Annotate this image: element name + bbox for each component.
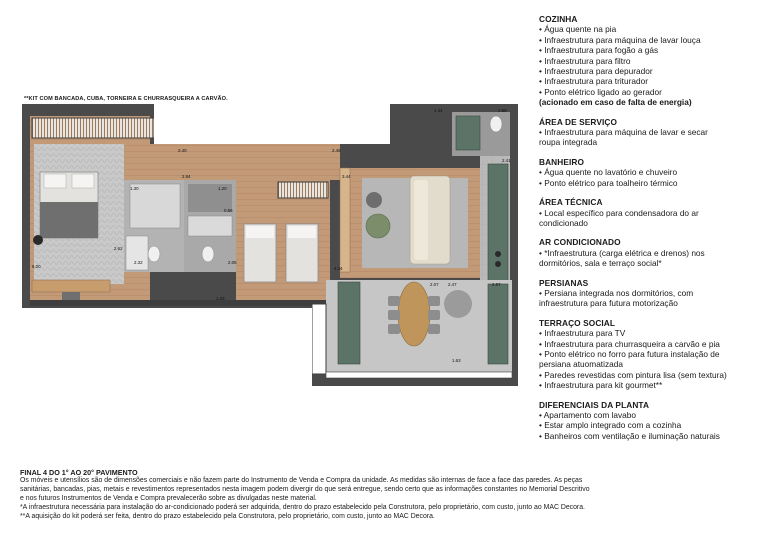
list-item: • Infraestrutura para filtro bbox=[539, 55, 631, 66]
dimension-label: 2.07 bbox=[430, 282, 439, 287]
spec-section bbox=[539, 318, 765, 391]
coffee-table bbox=[366, 214, 390, 238]
section-list bbox=[539, 248, 765, 269]
footer-line: *A infraestrutura necessária para instalação do ar-condicionado poderá ser adquirida, dentro do prazo estabelecido pela Construtora, pelo proprietário, com custo, junto ao MAC Decora. bbox=[20, 503, 585, 511]
void-top bbox=[154, 104, 390, 144]
dimension-label: 1.43 bbox=[216, 296, 225, 301]
spec-section bbox=[539, 197, 765, 228]
section-list bbox=[539, 24, 765, 107]
living-room bbox=[340, 168, 480, 278]
terrace bbox=[326, 280, 512, 374]
list-item: • Local específico para condensadora do ar bbox=[539, 207, 699, 218]
list-item: • Apartamento com lavabo bbox=[539, 410, 636, 420]
list-item: • Infraestrutura para churrasqueira a carvão e pia bbox=[539, 338, 720, 349]
dimension-label: 1.30 bbox=[130, 186, 139, 191]
terrace-counter bbox=[488, 284, 508, 364]
section-title: ÁREA DE SERVIÇO bbox=[539, 116, 618, 127]
dimension-label: 2.05 bbox=[228, 260, 237, 265]
section-title: AR CONDICIONADO bbox=[539, 237, 621, 248]
armchair bbox=[366, 192, 382, 208]
dimension-label: 1.63 bbox=[452, 358, 461, 363]
second-bedroom bbox=[236, 180, 330, 300]
section-title: PERSIANAS bbox=[539, 277, 589, 288]
void-bottom-left bbox=[22, 308, 312, 386]
list-item: • Infraestrutura para triturador bbox=[539, 76, 648, 87]
list-item: roupa integrada bbox=[539, 137, 598, 148]
laundry-sink bbox=[456, 116, 480, 150]
suite-bathroom bbox=[124, 180, 184, 272]
section-title: DIFERENCIAIS DA PLANTA bbox=[539, 399, 650, 410]
list-item: infraestrutura para futura motorização bbox=[539, 298, 678, 309]
section-title: TERRAÇO SOCIAL bbox=[539, 317, 616, 328]
list-item: • Infraestrutura para máquina de lavar louça bbox=[539, 34, 701, 45]
dining-table bbox=[398, 282, 430, 346]
list-item: • Água quente no lavatório e chuveiro bbox=[539, 167, 678, 178]
list-item: • Infraestrutura para fogão a gás bbox=[539, 45, 659, 56]
list-item: • Infraestrutura para máquina de lavar e secar bbox=[539, 127, 708, 138]
spec-section bbox=[539, 400, 765, 442]
dimension-label: 4.34 bbox=[334, 266, 343, 271]
section-list bbox=[539, 328, 765, 390]
dimension-label: 2.41 bbox=[502, 158, 511, 163]
lamp-icon bbox=[33, 235, 43, 245]
kit-note: **KIT COM BANCADA, CUBA, TORNEIRA E CHURRASQUEIRA A CARVÃO. bbox=[24, 96, 228, 102]
specs-panel bbox=[539, 14, 765, 450]
list-item: • Infraestrutura para TV bbox=[539, 328, 626, 339]
service-area bbox=[452, 112, 510, 156]
list-item: dormitórios, sala e terraço social* bbox=[539, 258, 662, 269]
footer-notes bbox=[20, 468, 750, 522]
floor-plan bbox=[22, 104, 518, 386]
list-item: • *Infraestrutura (carga elétrica e drenos) nos bbox=[539, 247, 705, 258]
footer-line: e nos futuros Instrumentos de Venda e Compra prevalecerão sobre as divulgadas neste material. bbox=[20, 494, 317, 502]
closet bbox=[32, 118, 154, 138]
balcony-strip bbox=[312, 304, 326, 374]
list-item: • Paredes revestidas com pintura lisa (sem textura) bbox=[539, 369, 727, 380]
section-list bbox=[539, 410, 765, 441]
list-item: • Água quente na pia bbox=[539, 24, 617, 35]
dimension-label: 1.20 bbox=[218, 186, 227, 191]
section-title: COZINHA bbox=[539, 14, 578, 24]
section-title: ÁREA TÉCNICA bbox=[539, 197, 603, 208]
section-list bbox=[539, 208, 765, 229]
closet-2 bbox=[278, 182, 328, 198]
list-item: • Infraestrutura para kit gourmet** bbox=[539, 380, 663, 391]
dimension-label: 2.40 bbox=[178, 148, 187, 153]
list-item: condicionado bbox=[539, 217, 588, 228]
dimension-label: 5.00 bbox=[32, 264, 41, 269]
list-item: • Estar amplo integrado com a cozinha bbox=[539, 420, 682, 431]
dimension-label: 3.44 bbox=[342, 174, 351, 179]
bbq-counter bbox=[338, 282, 360, 364]
spec-section bbox=[539, 278, 765, 309]
list-item: • Persiana integrada nos dormitórios, com bbox=[539, 287, 694, 298]
section-list bbox=[539, 127, 765, 148]
section-title: BANHEIRO bbox=[539, 156, 585, 167]
dimension-label: 1.44 bbox=[434, 108, 443, 113]
dimension-label: 0.56 bbox=[224, 208, 233, 213]
footer-line: sanitárias, bancadas, pias, metais e revestimentos representados nesta imagem podem divergir do que será entregue, sendo certo que as informações constantes no Memorial Descritivo bbox=[20, 485, 590, 493]
second-bathroom bbox=[184, 180, 236, 272]
spec-section bbox=[539, 237, 765, 268]
footer-line: Os móveis e utensílios são de dimensões comerciais e não fazem parte do Instrumento de Venda e Compra da unidade. As medidas são internas de face a face das paredes. As peças bbox=[20, 477, 583, 484]
list-item: • Ponto elétrico no forro para futura instalação de bbox=[539, 348, 720, 359]
list-item: • Ponto elétrico ligado ao gerador bbox=[539, 86, 662, 97]
list-item: • Infraestrutura para depurador bbox=[539, 66, 653, 77]
desk bbox=[32, 280, 110, 292]
dimension-label: 2.32 bbox=[134, 260, 143, 265]
dimension-label: 2.62 bbox=[114, 246, 123, 251]
footer-line: **A aquisição do kit poderá ser feita, dentro do prazo estabelecido pela Construtora, pelo proprietário, com custo, junto ao MAC Decora. bbox=[20, 512, 435, 520]
spec-section bbox=[539, 157, 765, 188]
footer-title: FINAL 4 DO 1° AO 20° PAVIMENTO bbox=[20, 468, 138, 477]
dimension-label: 2.84 bbox=[182, 174, 191, 179]
list-item: (acionado em caso de falta de energia) bbox=[539, 97, 692, 108]
list-item: • Banheiros com ventilação e iluminação naturais bbox=[539, 430, 720, 441]
section-list bbox=[539, 167, 765, 188]
spec-section bbox=[539, 117, 765, 148]
list-item: • Ponto elétrico para toalheiro térmico bbox=[539, 177, 678, 188]
dimension-label: 1.55 bbox=[498, 108, 507, 113]
spec-section bbox=[539, 14, 765, 108]
dimension-label: 2.46 bbox=[332, 148, 341, 153]
dimension-label: 2.47 bbox=[448, 282, 457, 287]
section-list bbox=[539, 288, 765, 309]
dimension-label: 2.57 bbox=[492, 282, 501, 287]
list-item: persiana atuomatizada bbox=[539, 359, 623, 370]
